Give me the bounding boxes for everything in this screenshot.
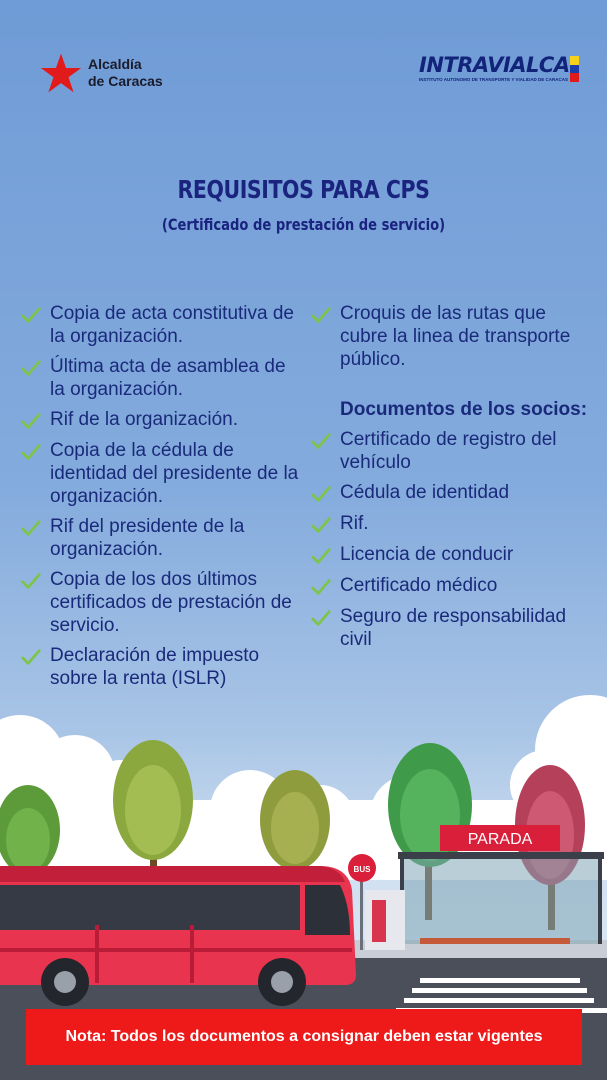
list-item-text: Copia de acta constitutiva de la organización.: [50, 303, 294, 347]
bus: [0, 866, 356, 1006]
list-item-text: Certificado médico: [340, 575, 498, 596]
list-item-text: Copia de la cédula de identidad del presidente de la organización.: [50, 440, 299, 507]
list-item: [20, 302, 300, 348]
left-requirements-list: [20, 302, 300, 697]
check-icon: [20, 410, 42, 432]
list-item: [310, 605, 595, 651]
list-item: [310, 543, 595, 567]
list-item: [20, 355, 300, 401]
list-item-text: Certificado de registro del vehículo: [340, 429, 557, 473]
list-item: [20, 515, 300, 561]
list-item: [20, 568, 300, 637]
page-subtitle: (Certificado de prestación de servicio): [161, 215, 446, 234]
check-icon: [310, 483, 332, 505]
list-item: [310, 428, 595, 474]
intravialca-brand: INTRAVIALCA: [419, 53, 570, 77]
list-item-text: Cédula de identidad: [340, 482, 510, 503]
check-icon: [20, 646, 42, 668]
check-icon: [310, 576, 332, 598]
list-item-text: Rif.: [340, 513, 369, 534]
list-item-text: Última acta de asamblea de la organización.: [50, 356, 286, 400]
check-icon: [20, 441, 42, 463]
list-item-text: Rif de la organización.: [50, 409, 238, 430]
check-icon: [310, 545, 332, 567]
check-icon: [310, 607, 332, 629]
parada-label: PARADA: [467, 831, 533, 848]
note-banner: Nota: Todos los documentos a consignar deben estar vigentes: [26, 1009, 582, 1065]
list-item: [20, 439, 300, 508]
list-item-text: Declaración de impuesto sobre la renta (ISLR): [50, 645, 260, 689]
check-icon: [20, 357, 42, 379]
check-icon: [20, 517, 42, 539]
list-item: [20, 408, 300, 432]
list-item: [20, 644, 300, 690]
bus-stop-sign: [440, 825, 560, 851]
alcaldia-line2: de Caracas: [88, 73, 163, 89]
check-icon: [310, 304, 332, 326]
alcaldia-logo: [40, 52, 163, 94]
right-requirements-list: [310, 302, 595, 658]
list-item-text: Seguro de responsabilidad civil: [340, 606, 567, 650]
intravialca-subtitle: INSTITUTO AUTONOMO DE TRANSPORTE Y VIALIDAD DE CARACAS: [419, 77, 569, 82]
list-item-text: Croquis de las rutas que cubre la linea de transporte público.: [340, 303, 571, 370]
list-item: [310, 574, 595, 598]
list-item: [310, 481, 595, 505]
list-item-text: Licencia de conducir: [340, 544, 514, 565]
list-item-text: Copia de los dos últimos certificados de prestación de servicio.: [50, 569, 292, 636]
list-item: [310, 512, 595, 536]
section-title: Documentos de los socios:: [340, 399, 588, 420]
check-icon: [310, 514, 332, 536]
intravialca-logo: [419, 54, 579, 88]
alcaldia-line1: Alcaldía: [88, 56, 142, 72]
check-icon: [20, 570, 42, 592]
check-icon: [310, 430, 332, 452]
check-icon: [20, 304, 42, 326]
list-item-text: Rif del presidente de la organización.: [50, 516, 245, 560]
list-item: [310, 302, 595, 371]
flag-icon: [570, 56, 579, 82]
page-title: REQUISITOS PARA CPS: [177, 175, 430, 204]
bus-sign-label: BUS: [353, 865, 371, 874]
bus-stop-shelter: [365, 852, 604, 950]
star-icon: [40, 52, 82, 94]
